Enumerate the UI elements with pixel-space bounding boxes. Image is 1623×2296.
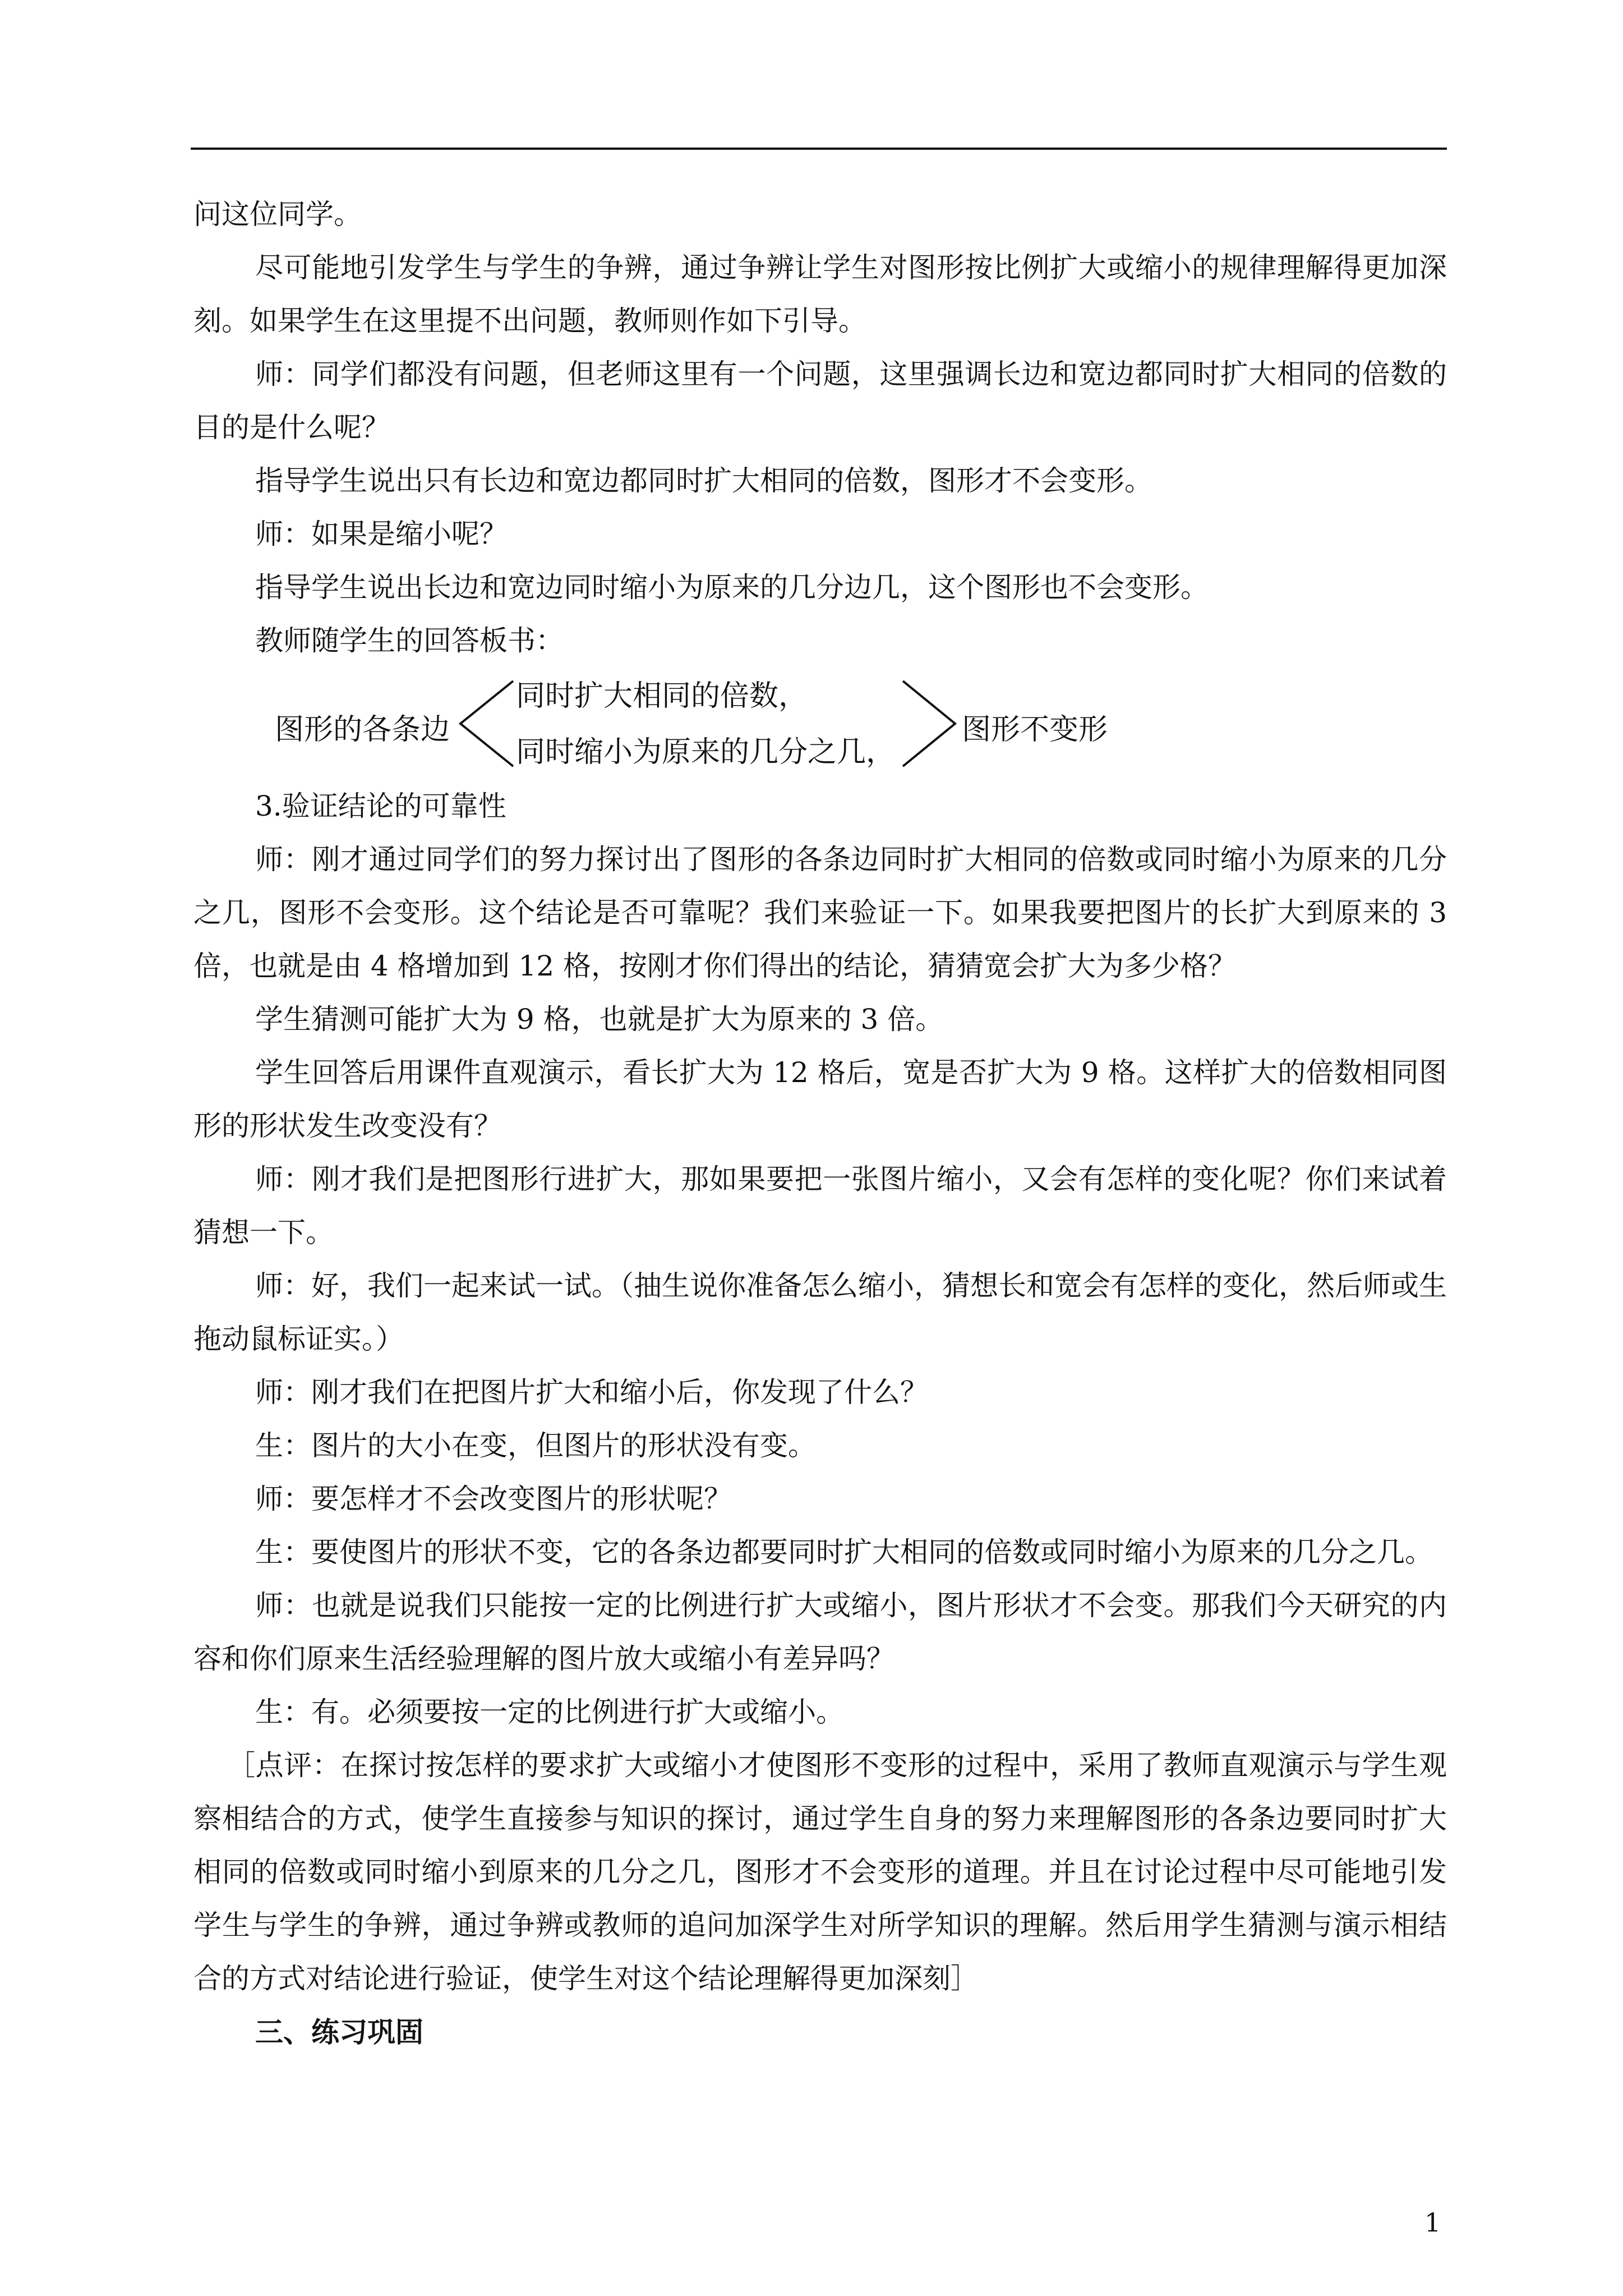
paragraph: 师：刚才通过同学们的努力探讨出了图形的各条边同时扩大相同的倍数或同时缩小为原来的几分之几，图形不会变形。这个结论是否可靠呢？我们来验证一下。如果我要把图片的长扩大到原来的 3 倍，也就是由 4 格增加到 12 格，按刚才你们得出的结论，猜猜宽会扩大为多少格？: [193, 843, 1447, 982]
paragraph: 师：刚才我们是把图形行进扩大，那如果要把一张图片缩小，又会有怎样的变化呢？你们来试着猜想一下。: [193, 1163, 1447, 1249]
paragraph: 指导学生说出只有长边和宽边都同时扩大相同的倍数，图形才不会变形。: [255, 464, 1152, 497]
section-heading: 三、练习巩固: [255, 2016, 423, 2049]
paragraph: 学生回答后用课件直观演示，看长扩大为 12 格后，宽是否扩大为 9 格。这样扩大的倍数相同图形的形状发生改变没有？: [193, 1056, 1447, 1142]
paragraph: 生：图片的大小在变，但图片的形状没有变。: [255, 1429, 816, 1462]
board-line-shrink: 同时缩小为原来的几分之几，: [516, 735, 896, 769]
commentary: ［点评：在探讨按怎样的要求扩大或缩小才使图形不变形的过程中，采用了教师直观演示与学生观察相结合的方式，使学生直接参与知识的探讨，通过学生自身的努力来理解图形的各条边要同时扩大相同的倍数或同时缩小到原来的几分之几，图形才不会变形的道理。并且在讨论过程中尽可能地引发学生与学生的争辨，通过争辨或教师的追问加深学生对所学知识的理解。然后用学生猜测与演示相结合的方式对结论进行验证，使学生对这个结论理解得更加深刻］: [193, 1749, 1447, 1995]
board-line-enlarge: 同时扩大相同的倍数，: [516, 679, 808, 713]
paragraph: 生：有。必须要按一定的比例进行扩大或缩小。: [255, 1696, 844, 1728]
paragraph: 师：同学们都没有问题，但老师这里有一个问题，这里强调长边和宽边都同时扩大相同的倍数的目的是什么呢？: [193, 358, 1447, 444]
subsection-title: 3.验证结论的可靠性: [255, 790, 506, 822]
paragraph: 师：好，我们一起来试一试。（抽生说你准备怎么缩小，猜想长和宽会有怎样的变化，然后师或生拖动鼠标证实。）: [193, 1269, 1447, 1355]
paragraph: 师：刚才我们在把图片扩大和缩小后，你发现了什么？: [255, 1376, 928, 1409]
paragraph: 师：如果是缩小呢？: [255, 518, 508, 550]
board-result: 图形不变形: [962, 713, 1108, 747]
paragraph: 师：也就是说我们只能按一定的比例进行扩大或缩小，图片形状才不会变。那我们今天研究的内容和你们原来生活经验理解的图片放大或缩小有差异吗？: [193, 1589, 1447, 1675]
paragraph: 教师随学生的回答板书：: [255, 624, 564, 657]
paragraph: 学生猜测可能扩大为 9 格，也就是扩大为原来的 3 倍。: [255, 1003, 944, 1036]
paragraph: 师：要怎样才不会改变图片的形状呢？: [255, 1483, 732, 1515]
paragraph: 尽可能地引发学生与学生的争辨，通过争辨让学生对图形按比例扩大或缩小的规律理解得更加深刻。如果学生在这里提不出问题，教师则作如下引导。: [193, 251, 1447, 337]
paragraph: 生：要使图片的形状不变，它的各条边都要同时扩大相同的倍数或同时缩小为原来的几分之几。: [255, 1536, 1433, 1568]
header-rule: [191, 148, 1447, 150]
paragraph: 指导学生说出长边和宽边同时缩小为原来的几分边几，这个图形也不会变形。: [255, 571, 1209, 604]
paragraph: 问这位同学。: [193, 198, 362, 231]
board-writing-figure: [193, 668, 1447, 780]
page-content: [193, 188, 1447, 2059]
page-number: 1: [1424, 2207, 1441, 2238]
board-subject: 图形的各条边: [275, 713, 450, 747]
